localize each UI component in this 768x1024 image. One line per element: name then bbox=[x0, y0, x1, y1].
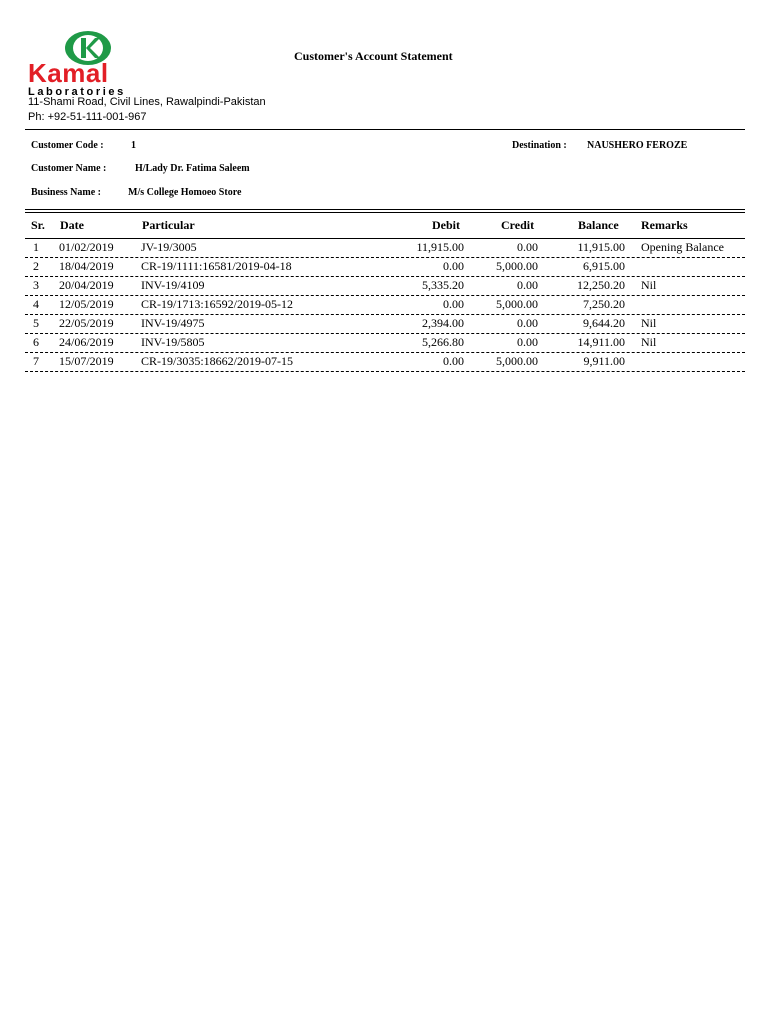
table-row bbox=[25, 314, 745, 334]
customer-code-label: Customer Code : bbox=[31, 140, 104, 151]
cell-credit: 0.00 bbox=[517, 316, 538, 330]
cell-remarks: Nil bbox=[641, 278, 657, 292]
logo-wordmark: Kamal bbox=[28, 58, 109, 88]
table-row bbox=[25, 333, 745, 353]
cell-debit: 5,335.20 bbox=[422, 278, 464, 292]
cell-particular: INV-19/5805 bbox=[141, 335, 205, 349]
cell-sr: 2 bbox=[33, 259, 39, 273]
cell-remarks: Opening Balance bbox=[641, 240, 724, 254]
cell-sr: 4 bbox=[33, 297, 39, 311]
col-header-balance: Balance bbox=[578, 218, 619, 232]
header-divider bbox=[25, 129, 745, 130]
cell-credit: 5,000.00 bbox=[496, 259, 538, 273]
col-header-credit: Credit bbox=[501, 218, 535, 232]
cell-sr: 1 bbox=[33, 240, 39, 254]
table-row bbox=[25, 257, 745, 277]
table-row bbox=[25, 238, 745, 258]
cell-balance: 11,915.00 bbox=[577, 240, 625, 254]
company-logo bbox=[28, 30, 148, 98]
business-name-label: Business Name : bbox=[31, 187, 102, 198]
cell-balance: 12,250.20 bbox=[577, 278, 625, 292]
cell-date: 12/05/2019 bbox=[59, 297, 114, 311]
cell-credit: 0.00 bbox=[517, 335, 538, 349]
table-row bbox=[25, 276, 745, 296]
table-row bbox=[25, 352, 745, 372]
cell-debit: 11,915.00 bbox=[416, 240, 464, 254]
col-header-remarks: Remarks bbox=[641, 218, 688, 232]
col-header-sr: Sr. bbox=[31, 218, 45, 232]
cell-particular: CR-19/1111:16581/2019-04-18 bbox=[141, 259, 292, 273]
col-header-date: Date bbox=[60, 218, 84, 232]
cell-credit: 0.00 bbox=[517, 240, 538, 254]
cell-debit: 0.00 bbox=[443, 297, 464, 311]
destination-label: Destination : bbox=[512, 140, 567, 151]
cell-remarks: Nil bbox=[641, 335, 657, 349]
cell-date: 01/02/2019 bbox=[59, 240, 114, 254]
cell-sr: 7 bbox=[33, 354, 39, 368]
cell-date: 24/06/2019 bbox=[59, 335, 114, 349]
cell-balance: 14,911.00 bbox=[577, 335, 625, 349]
cell-sr: 5 bbox=[33, 316, 39, 330]
customer-name-label: Customer Name : bbox=[31, 163, 107, 174]
business-name-value: M/s College Homoeo Store bbox=[128, 187, 242, 198]
logo-subtitle: Laboratories bbox=[28, 86, 126, 98]
cell-remarks: Nil bbox=[641, 316, 657, 330]
cell-balance: 9,911.00 bbox=[583, 354, 625, 368]
cell-balance: 7,250.20 bbox=[583, 297, 625, 311]
cell-balance: 9,644.20 bbox=[583, 316, 625, 330]
table-top-rule-inner bbox=[25, 212, 745, 213]
cell-particular: CR-19/1713:16592/2019-05-12 bbox=[141, 297, 293, 311]
table-row bbox=[25, 295, 745, 315]
cell-date: 18/04/2019 bbox=[59, 259, 114, 273]
cell-debit: 0.00 bbox=[443, 354, 464, 368]
cell-balance: 6,915.00 bbox=[583, 259, 625, 273]
cell-sr: 3 bbox=[33, 278, 39, 292]
cell-date: 20/04/2019 bbox=[59, 278, 114, 292]
cell-credit: 5,000.00 bbox=[496, 354, 538, 368]
col-header-debit: Debit bbox=[432, 218, 460, 232]
customer-name-value: H/Lady Dr. Fatima Saleem bbox=[135, 163, 250, 174]
customer-code-value: 1 bbox=[131, 140, 136, 151]
cell-particular: CR-19/3035:18662/2019-07-15 bbox=[141, 354, 293, 368]
company-address: 11-Shami Road, Civil Lines, Rawalpindi-Pakistan bbox=[28, 96, 266, 108]
cell-particular: JV-19/3005 bbox=[141, 240, 197, 254]
cell-debit: 0.00 bbox=[443, 259, 464, 273]
cell-credit: 0.00 bbox=[517, 278, 538, 292]
col-header-particular: Particular bbox=[142, 218, 195, 232]
cell-debit: 2,394.00 bbox=[422, 316, 464, 330]
table-top-rule bbox=[25, 209, 745, 210]
cell-sr: 6 bbox=[33, 335, 39, 349]
cell-date: 22/05/2019 bbox=[59, 316, 114, 330]
cell-debit: 5,266.80 bbox=[422, 335, 464, 349]
cell-credit: 5,000.00 bbox=[496, 297, 538, 311]
cell-particular: INV-19/4109 bbox=[141, 278, 205, 292]
destination-value: NAUSHERO FEROZE bbox=[587, 140, 688, 151]
company-phone: Ph: +92-51-111-001-967 bbox=[28, 111, 147, 123]
cell-particular: INV-19/4975 bbox=[141, 316, 205, 330]
cell-date: 15/07/2019 bbox=[59, 354, 114, 368]
document-title: Customer's Account Statement bbox=[294, 49, 453, 63]
